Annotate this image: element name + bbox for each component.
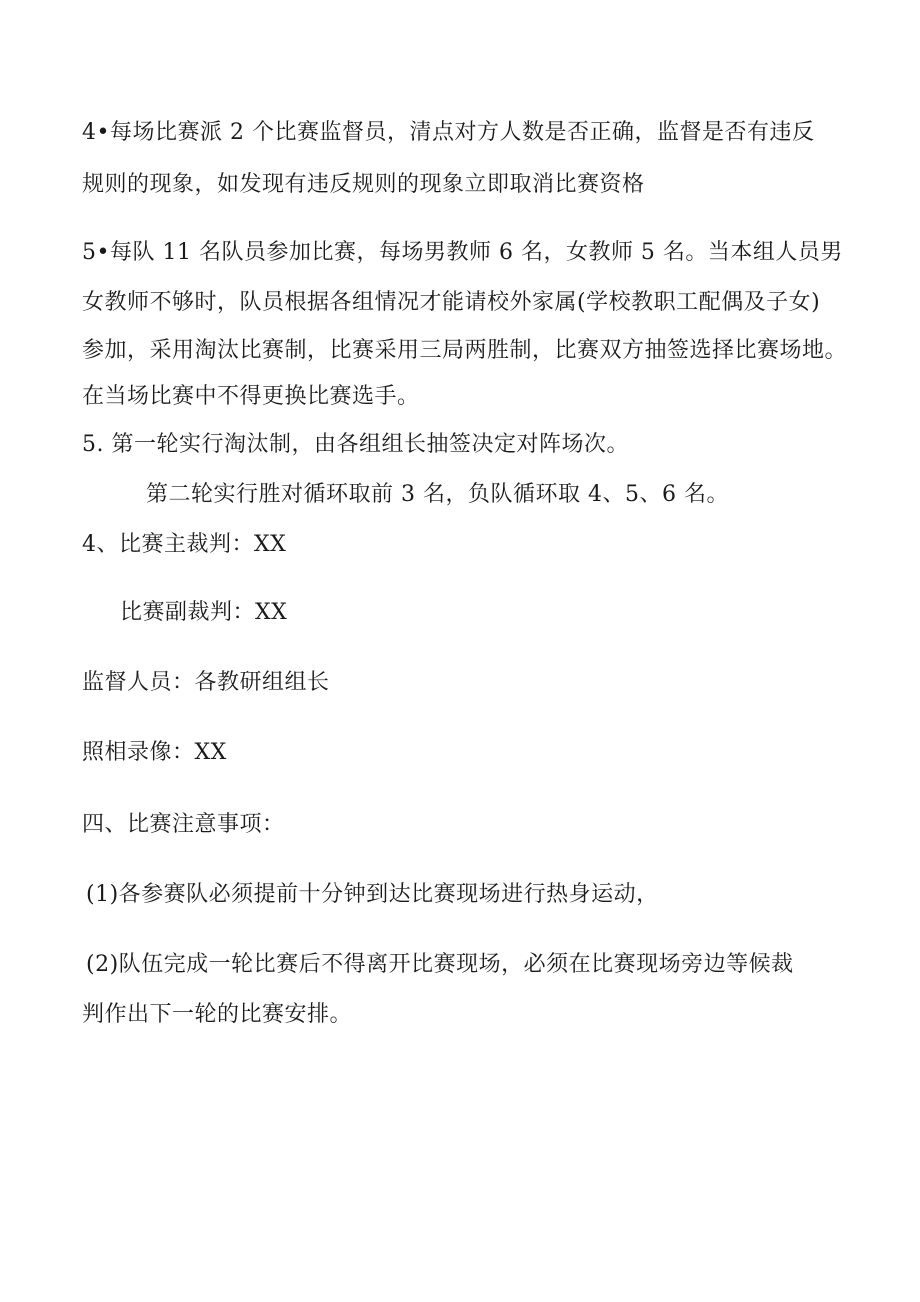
- item5-line2: 女教师不够时，队员根据各组情况才能请校外家属(学校教职工配偶及子女): [82, 290, 821, 315]
- item4-line1: 4•每场比赛派 2 个比赛监督员，清点对方人数是否正确，监督是否有违反: [82, 120, 815, 145]
- notes-heading: 四、比赛注意事项：: [82, 812, 285, 837]
- note-2-line1: (2)队伍完成一轮比赛后不得离开比赛现场，必须在比赛现场旁边等候裁: [86, 952, 794, 977]
- item5b-line2: 第二轮实行胜对循环取前 3 名，负队循环取 4、5、6 名。: [146, 482, 729, 507]
- deputy-referee: 比赛副裁判：XX: [120, 600, 288, 625]
- note-1: (1)各参赛队必须提前十分钟到达比赛现场进行热身运动，: [86, 882, 659, 907]
- photo-video: 照相录像：XX: [82, 740, 227, 765]
- item5b-line1: 5. 第一轮实行淘汰制，由各组组长抽签决定对阵场次。: [82, 432, 629, 457]
- item5-line4: 在当场比赛中不得更换比赛选手。: [82, 384, 420, 409]
- supervisors: 监督人员：各教研组组长: [82, 670, 330, 695]
- chief-referee: 4、比赛主裁判：XX: [82, 532, 287, 557]
- item5-line3: 参加，采用淘汰比赛制，比赛采用三局两胜制，比赛双方抽签选择比赛场地。: [82, 338, 848, 363]
- item5-line1: 5•每队 11 名队员参加比赛，每场男教师 6 名，女教师 5 名。当本组人员男: [82, 240, 843, 265]
- note-2-line2: 判作出下一轮的比赛安排。: [82, 1002, 353, 1027]
- item4-line2: 规则的现象，如发现有违反规则的现象立即取消比赛资格: [82, 172, 645, 197]
